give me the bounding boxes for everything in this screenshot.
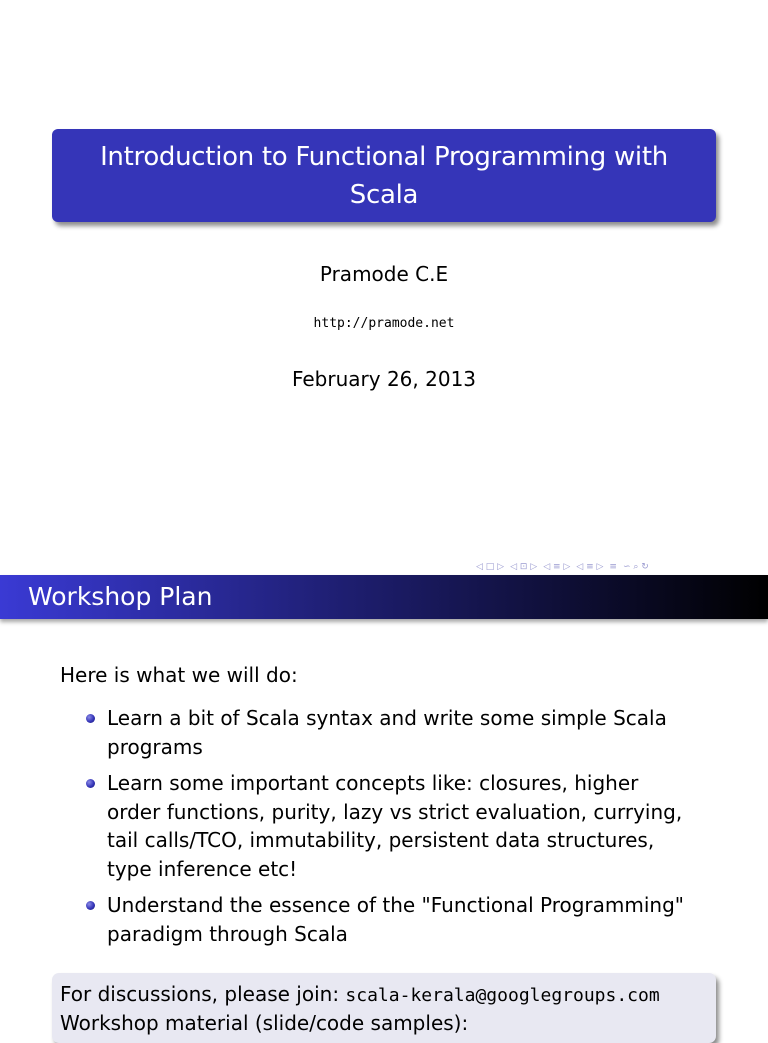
nav-frame-icon[interactable]: ◁ □ ▷ <box>476 562 505 572</box>
list-item <box>86 769 696 883</box>
intro-text: Here is what we will do: <box>60 663 298 687</box>
bullet-icon <box>86 901 95 910</box>
title-box <box>52 129 716 222</box>
mailing-list-email[interactable]: scala-kerala@googlegroups.com <box>345 985 660 1006</box>
beamer-navigation-bar <box>476 560 766 574</box>
frame-title: Workshop Plan <box>28 582 213 611</box>
list-item <box>86 891 696 948</box>
discussion-label: For discussions, please join: <box>60 982 346 1006</box>
nav-subsection-icon[interactable]: ◁ ⊡ ▷ <box>510 562 538 572</box>
discussion-line <box>60 982 660 1006</box>
presentation-title-line2: Scala <box>349 180 419 210</box>
bullet-text: Understand the essence of the "Functional Programming" paradigm through Scala <box>107 893 684 946</box>
info-block <box>52 973 716 1043</box>
bullet-icon <box>86 779 95 788</box>
bullet-text: Learn some important concepts like: closures, higher order functions, purity, lazy vs strict evaluation, currying, tail calls/TCO, immutability, persistent data structures, type inference etc! <box>107 771 683 881</box>
author-url: http://pramode.net <box>313 316 455 331</box>
list-item <box>86 704 696 761</box>
nav-section-icon[interactable]: ◁ ≡ ▷ <box>543 562 571 572</box>
workshop-material-line: Workshop material (slide/code samples): <box>60 1011 469 1035</box>
nav-document-icon[interactable]: ◁ ≡ ▷ <box>576 562 604 572</box>
bullet-list <box>86 704 696 956</box>
frame-header <box>0 575 768 619</box>
author-name: Pramode C.E <box>319 262 449 286</box>
presentation-title-line1: Introduction to Functional Programming with <box>100 142 668 172</box>
nav-search-icon[interactable]: ∽ ⌕ ↻ <box>622 562 649 572</box>
nav-appendix-icon[interactable]: ≡ <box>609 562 617 572</box>
presentation-date: February 26, 2013 <box>291 367 477 391</box>
bullet-icon <box>86 714 95 723</box>
bullet-text: Learn a bit of Scala syntax and write some simple Scala programs <box>107 706 667 759</box>
